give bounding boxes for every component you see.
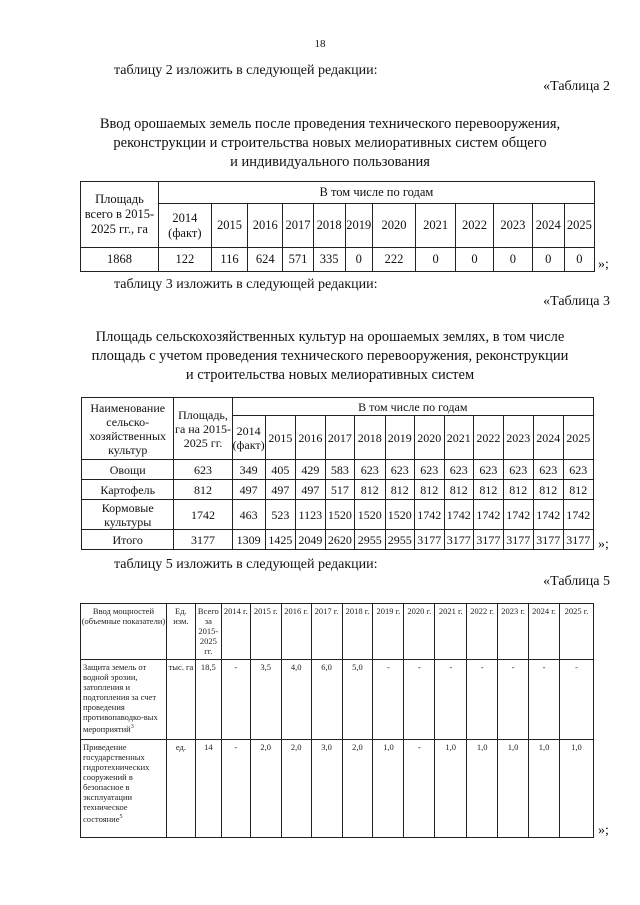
crop-name: Овощи <box>82 460 174 480</box>
year-header: 2017 <box>283 204 313 248</box>
footnote-mark: 5 <box>119 814 123 820</box>
cell: 1742 <box>534 500 564 530</box>
header-unit: Ед. изм. <box>166 604 195 660</box>
instruction-table-3: таблицу 3 изложить в следующей редакции: <box>114 277 378 292</box>
cell: 5,0 <box>342 660 373 740</box>
year-header: 2016 г. <box>281 604 311 660</box>
year-header: 2023 <box>494 204 532 248</box>
title-line: Ввод орошаемых земель после проведения технического перевооружения, <box>99 116 561 132</box>
closing-quote: »; <box>598 823 609 838</box>
year-header: 2020 <box>372 204 416 248</box>
year-header: 2014 (факт) <box>232 416 265 460</box>
year-header: 2017 <box>325 416 355 460</box>
header-area: Площадь, га на 2015-2025 гг. <box>174 398 232 460</box>
table-row <box>82 480 594 500</box>
cell: 463 <box>232 500 265 530</box>
cell: 1,0 <box>467 740 498 838</box>
year-header: 2015 <box>265 416 295 460</box>
cell: - <box>467 660 498 740</box>
table-2-label: «Таблица 2 <box>543 79 610 94</box>
cell: 429 <box>296 460 326 480</box>
year-header: 2018 <box>313 204 345 248</box>
cell: 623 <box>174 460 232 480</box>
header-years-group: В том числе по годам <box>232 398 593 416</box>
cell: - <box>221 660 250 740</box>
cell: 517 <box>325 480 355 500</box>
year-header: 2025 <box>564 204 594 248</box>
header-crop-name: Наименование сельско-хозяйственных культур <box>82 398 174 460</box>
year-header: 2021 <box>444 416 474 460</box>
cell: 623 <box>534 460 564 480</box>
title-line: и строительства новых мелиоративных систем <box>185 367 475 383</box>
cell: 3177 <box>174 530 232 550</box>
cell: 1520 <box>385 500 415 530</box>
year-header: 2019 г. <box>373 604 404 660</box>
cell: 1425 <box>265 530 295 550</box>
cell: - <box>404 660 435 740</box>
cell: - <box>221 740 250 838</box>
cell: 497 <box>232 480 265 500</box>
cell: 812 <box>174 480 232 500</box>
table-2 <box>80 181 595 272</box>
header-capacity: Ввод мощностей (объемные показатели) <box>81 604 167 660</box>
year-header: 2024 <box>534 416 564 460</box>
closing-quote: »; <box>598 257 609 272</box>
cell: 812 <box>474 480 504 500</box>
cell: 3177 <box>534 530 564 550</box>
cell: 1,0 <box>435 740 467 838</box>
cell: 583 <box>325 460 355 480</box>
table-row <box>82 460 594 480</box>
year-header: 2018 <box>355 416 385 460</box>
year-header: 2020 <box>415 416 445 460</box>
cell: 1742 <box>174 500 232 530</box>
cell: - <box>435 660 467 740</box>
cell: 0 <box>494 248 532 272</box>
cell: 0 <box>455 248 493 272</box>
table-3-title <box>40 328 620 385</box>
year-header: 2024 <box>532 204 564 248</box>
closing-quote: »; <box>598 537 609 552</box>
cell: 623 <box>355 460 385 480</box>
year-header: 2017 г. <box>311 604 342 660</box>
year-header: 2024 г. <box>529 604 560 660</box>
cell: 405 <box>265 460 295 480</box>
cell: 1,0 <box>373 740 404 838</box>
instruction-table-5: таблицу 5 изложить в следующей редакции: <box>114 557 378 572</box>
footnote-mark: 3 <box>130 724 134 730</box>
cell: - <box>404 740 435 838</box>
cell: 2,0 <box>281 740 311 838</box>
table-5-label: «Таблица 5 <box>543 574 610 589</box>
cell: 3177 <box>444 530 474 550</box>
cell: 1742 <box>474 500 504 530</box>
cell: 349 <box>232 460 265 480</box>
title-line: площадь с учетом проведения технического перевооружения, реконструкции <box>91 348 569 364</box>
cell: 812 <box>415 480 445 500</box>
cell: 812 <box>355 480 385 500</box>
cell: 2,0 <box>250 740 281 838</box>
table-row <box>81 660 594 740</box>
cell: 2955 <box>355 530 385 550</box>
cell: 2049 <box>296 530 326 550</box>
cell: 1,0 <box>498 740 529 838</box>
table-row <box>82 500 594 530</box>
year-header: 2016 <box>296 416 326 460</box>
table-3 <box>81 397 594 550</box>
cell: 624 <box>248 248 283 272</box>
table-row <box>81 740 594 838</box>
year-header: 2016 <box>248 204 283 248</box>
cell: 1,0 <box>559 740 593 838</box>
cell: 335 <box>313 248 345 272</box>
year-header: 2022 г. <box>467 604 498 660</box>
cell: 116 <box>211 248 247 272</box>
year-header: 2019 <box>345 204 372 248</box>
cell: - <box>373 660 404 740</box>
cell: 1742 <box>415 500 445 530</box>
cell: 571 <box>283 248 313 272</box>
cell: 623 <box>503 460 533 480</box>
year-header: 2025 <box>563 416 593 460</box>
cell: 812 <box>503 480 533 500</box>
cell: 1520 <box>355 500 385 530</box>
title-line: Площадь сельскохозяйственных культур на орошаемых землях, в том числе <box>95 329 565 345</box>
cell: 2,0 <box>342 740 373 838</box>
measure-name-text: Защита земель от водной эрозии, затопления и подтопления за счет проведения противопаводко-вых мероприятий <box>83 662 158 734</box>
cell: 1742 <box>444 500 474 530</box>
cell: 1868 <box>81 248 159 272</box>
table-2-title <box>40 115 620 172</box>
year-header: 2023 <box>503 416 533 460</box>
cell: 497 <box>265 480 295 500</box>
year-header: 2014 (факт) <box>158 204 211 248</box>
measure-name <box>81 660 167 740</box>
cell: 497 <box>296 480 326 500</box>
instruction-table-2: таблицу 2 изложить в следующей редакции: <box>114 63 378 78</box>
table-row <box>82 530 594 550</box>
cell: 623 <box>474 460 504 480</box>
cell: 623 <box>444 460 474 480</box>
cell: 3177 <box>415 530 445 550</box>
page-number: 18 <box>314 38 326 50</box>
cell: - <box>559 660 593 740</box>
cell: 4,0 <box>281 660 311 740</box>
cell: 523 <box>265 500 295 530</box>
cell: 0 <box>345 248 372 272</box>
cell: 2955 <box>385 530 415 550</box>
year-header: 2022 <box>455 204 493 248</box>
year-header: 2014 г. <box>221 604 250 660</box>
cell: 6,0 <box>311 660 342 740</box>
year-header: 2021 <box>416 204 455 248</box>
cell: 1520 <box>325 500 355 530</box>
cell: 1123 <box>296 500 326 530</box>
cell: 3177 <box>563 530 593 550</box>
cell: - <box>498 660 529 740</box>
year-header: 2020 г. <box>404 604 435 660</box>
cell: 18,5 <box>195 660 221 740</box>
cell: 222 <box>372 248 416 272</box>
cell: 3,0 <box>311 740 342 838</box>
crop-name: Итого <box>82 530 174 550</box>
cell: 3177 <box>503 530 533 550</box>
year-header: 2015 <box>211 204 247 248</box>
cell: 1309 <box>232 530 265 550</box>
table-3-label: «Таблица 3 <box>543 294 610 309</box>
cell: 623 <box>385 460 415 480</box>
cell: 2620 <box>325 530 355 550</box>
cell: 812 <box>563 480 593 500</box>
header-years-group: В том числе по годам <box>158 182 594 204</box>
cell: - <box>529 660 560 740</box>
year-header: 2015 г. <box>250 604 281 660</box>
header-total: Всего за 2015-2025 гг. <box>195 604 221 660</box>
cell: 812 <box>444 480 474 500</box>
cell: 623 <box>415 460 445 480</box>
year-header: 2022 <box>474 416 504 460</box>
cell: 14 <box>195 740 221 838</box>
measure-name <box>81 740 167 838</box>
header-total-area: Площадь всего в 2015-2025 гг., га <box>81 182 159 248</box>
cell: 3177 <box>474 530 504 550</box>
cell: 0 <box>532 248 564 272</box>
title-line: и индивидуального пользования <box>230 154 430 170</box>
cell: 1,0 <box>529 740 560 838</box>
title-line: реконструкции и строительства новых мелиоративных систем общего <box>113 135 547 151</box>
year-header: 2019 <box>385 416 415 460</box>
cell: 1742 <box>503 500 533 530</box>
crop-name: Кормовые культуры <box>82 500 174 530</box>
cell: 812 <box>534 480 564 500</box>
measure-name-text: Приведение государственных гидротехнических сооружений в безопасное в эксплуатации техническое состояние <box>83 742 150 824</box>
cell: 0 <box>564 248 594 272</box>
year-header: 2023 г. <box>498 604 529 660</box>
crop-name: Картофель <box>82 480 174 500</box>
cell: 122 <box>158 248 211 272</box>
cell: 0 <box>416 248 455 272</box>
cell: 1742 <box>563 500 593 530</box>
year-header: 2021 г. <box>435 604 467 660</box>
table-row <box>81 248 595 272</box>
year-header: 2025 г. <box>559 604 593 660</box>
table-header-row <box>81 604 594 660</box>
unit-cell: ед. <box>166 740 195 838</box>
unit-cell: тыс. га <box>166 660 195 740</box>
cell: 3,5 <box>250 660 281 740</box>
cell: 623 <box>563 460 593 480</box>
year-header: 2018 г. <box>342 604 373 660</box>
table-5 <box>80 603 594 838</box>
cell: 812 <box>385 480 415 500</box>
